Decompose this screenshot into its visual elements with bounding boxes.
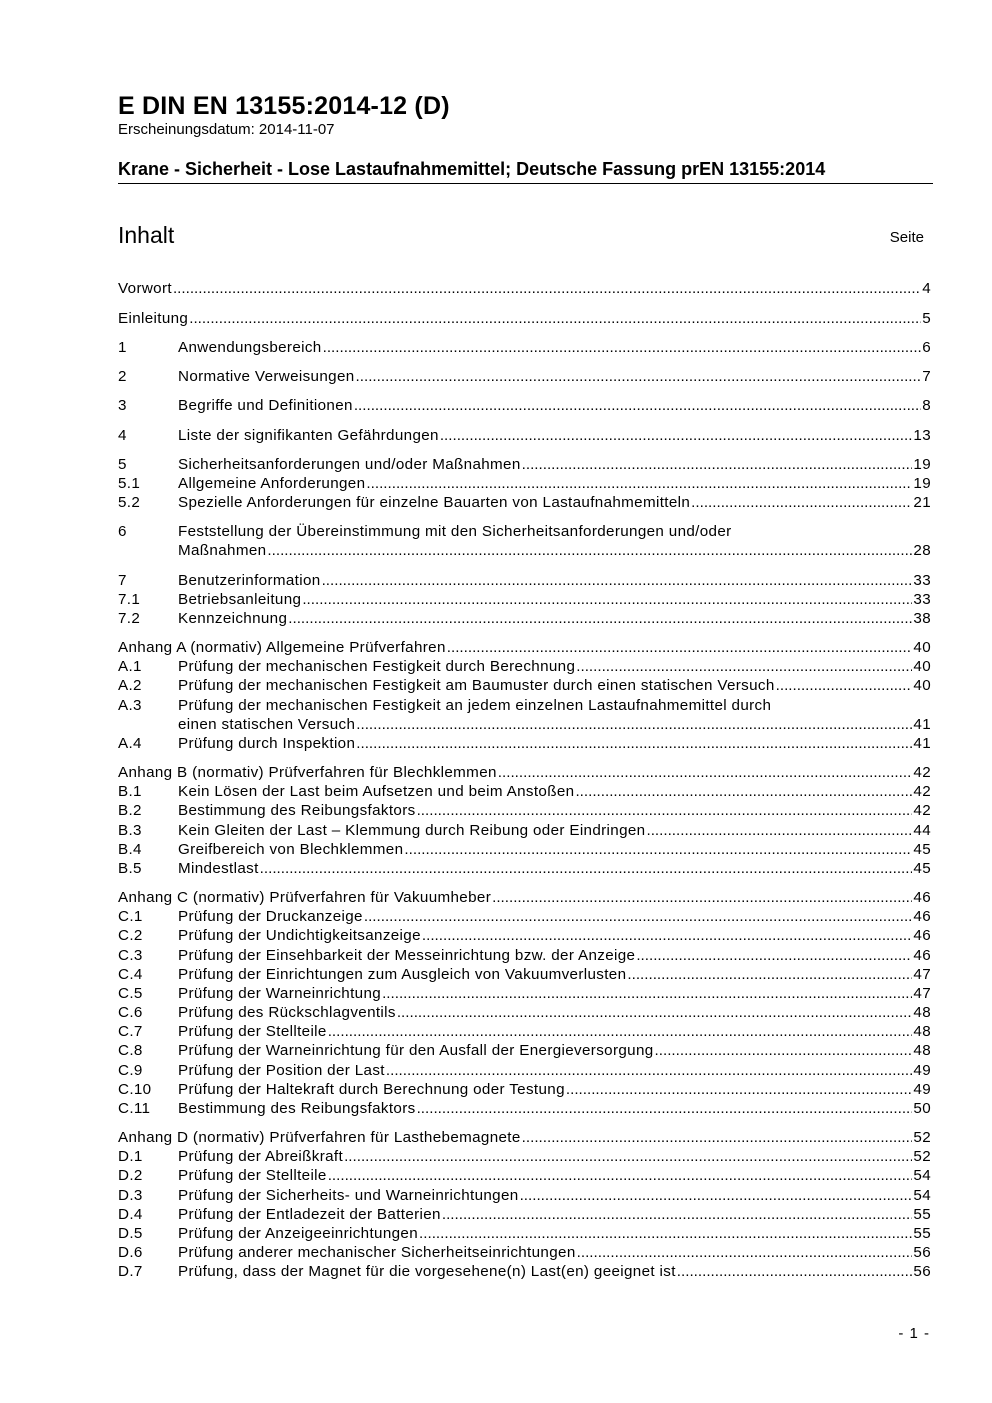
toc-leader-dots bbox=[386, 1061, 913, 1080]
toc-entry-number: C.7 bbox=[118, 1023, 143, 1040]
toc-entry-page: 21 bbox=[913, 494, 931, 511]
toc-entry-title: Bestimmung des Reibungsfaktors bbox=[178, 1100, 416, 1117]
toc-leader-dots bbox=[520, 1186, 913, 1205]
toc-entry-page: 33 bbox=[913, 591, 931, 608]
toc-entry-page: 54 bbox=[913, 1187, 931, 1204]
toc-entry[interactable] bbox=[118, 1243, 931, 1262]
toc-leader-dots bbox=[522, 1128, 913, 1147]
toc-entry[interactable] bbox=[118, 926, 931, 945]
toc-heading: Inhalt bbox=[118, 222, 175, 248]
toc-leader-dots bbox=[422, 926, 913, 945]
toc-leader-dots bbox=[498, 763, 913, 782]
toc-entry[interactable] bbox=[118, 1022, 931, 1041]
toc-entry-page: 44 bbox=[913, 822, 931, 839]
toc-entry-title: Prüfung anderer mechanischer Sicherheitseinrichtungen bbox=[178, 1244, 576, 1261]
toc-entry-number: C.3 bbox=[118, 947, 143, 964]
toc-entry-page: 13 bbox=[913, 427, 931, 444]
toc-entry-number: C.10 bbox=[118, 1081, 152, 1098]
toc-leader-dots bbox=[356, 734, 912, 753]
toc-entry-number: 5 bbox=[118, 456, 127, 473]
toc-leader-dots bbox=[577, 1243, 913, 1262]
toc-entry[interactable] bbox=[118, 1205, 931, 1224]
toc-entry-page: 6 bbox=[922, 339, 931, 356]
toc-entry-title: Greifbereich von Blechklemmen bbox=[178, 841, 404, 858]
toc-entry-page: 56 bbox=[913, 1263, 931, 1280]
toc-entry-page: 45 bbox=[913, 860, 931, 877]
toc-leader-dots bbox=[447, 638, 913, 657]
toc-leader-dots bbox=[323, 338, 922, 357]
toc-entry-title: einen statischen Versuch bbox=[178, 716, 356, 733]
toc-entry-page: 5 bbox=[922, 310, 931, 327]
toc-entry-page: 48 bbox=[913, 1042, 931, 1059]
toc-entry-page: 8 bbox=[922, 397, 931, 414]
toc-entry[interactable] bbox=[118, 715, 931, 734]
toc-entry-number: 5.1 bbox=[118, 475, 141, 492]
toc-leader-dots bbox=[322, 571, 913, 590]
toc-entry-page: 41 bbox=[913, 716, 931, 733]
toc-entry-page: 46 bbox=[913, 927, 931, 944]
toc-entry-number: C.6 bbox=[118, 1004, 143, 1021]
toc-entry-number: 5.2 bbox=[118, 494, 141, 511]
toc-entry-title: Prüfung der Position der Last bbox=[178, 1062, 385, 1079]
toc-entry-number: C.9 bbox=[118, 1062, 143, 1079]
toc-entry-title: Anhang D (normativ) Prüfverfahren für Lasthebemagnete bbox=[118, 1129, 521, 1146]
toc-entry[interactable] bbox=[118, 426, 931, 445]
toc-entry-title: Maßnahmen bbox=[178, 542, 267, 559]
toc-entry[interactable] bbox=[118, 1003, 931, 1022]
toc-entry-page: 47 bbox=[913, 966, 931, 983]
toc-entry-page: 49 bbox=[913, 1081, 931, 1098]
toc-entry-title: Normative Verweisungen bbox=[178, 368, 355, 385]
toc-entry-title: Liste der signifikanten Gefährdungen bbox=[178, 427, 439, 444]
toc-entry-title: Spezielle Anforderungen für einzelne Bauarten von Lastaufnahmemitteln bbox=[178, 494, 691, 511]
toc-entry-page: 4 bbox=[922, 280, 931, 297]
toc-leader-dots bbox=[691, 493, 912, 512]
toc-entry-page: 45 bbox=[913, 841, 931, 858]
toc-entry-title: Prüfung der mechanischen Festigkeit an jedem einzelnen Lastaufnahmemittel durch bbox=[178, 697, 772, 714]
toc-entry-number: A.3 bbox=[118, 697, 142, 714]
toc-leader-dots bbox=[655, 1041, 913, 1060]
toc-entry-page: 40 bbox=[913, 658, 931, 675]
toc-entry[interactable] bbox=[118, 590, 931, 609]
toc-entry-page: 55 bbox=[913, 1206, 931, 1223]
toc-entry-page: 46 bbox=[913, 908, 931, 925]
toc-entry[interactable] bbox=[118, 493, 931, 512]
toc-leader-dots bbox=[328, 1166, 913, 1185]
page-number: - 1 - bbox=[898, 1325, 930, 1342]
toc-leader-dots bbox=[302, 590, 912, 609]
toc-entry-page: 55 bbox=[913, 1225, 931, 1242]
toc-leader-dots bbox=[173, 279, 921, 298]
toc-entry-title: Prüfung der Warneinrichtung für den Ausfall der Energieversorgung bbox=[178, 1042, 654, 1059]
toc-entry-number: A.2 bbox=[118, 677, 142, 694]
toc-leader-dots bbox=[636, 946, 912, 965]
toc-entry[interactable] bbox=[118, 367, 931, 386]
toc-leader-dots bbox=[397, 1003, 913, 1022]
toc-leader-dots bbox=[260, 859, 913, 878]
toc-entry-title: Prüfung der mechanischen Festigkeit am Baumuster durch einen statischen Versuch bbox=[178, 677, 775, 694]
toc-entry[interactable] bbox=[118, 1080, 931, 1099]
toc-entry[interactable] bbox=[118, 522, 931, 541]
toc-entry[interactable] bbox=[118, 455, 931, 474]
toc-entry-number: 3 bbox=[118, 397, 127, 414]
toc-leader-dots bbox=[566, 1080, 913, 1099]
toc-entry-page: 42 bbox=[913, 764, 931, 781]
toc-entry-number: A.4 bbox=[118, 735, 142, 752]
toc-entry-title: Prüfung der Anzeigeeinrichtungen bbox=[178, 1225, 419, 1242]
toc-leader-dots bbox=[576, 657, 912, 676]
toc-entry-title: Prüfung der Entladezeit der Batterien bbox=[178, 1206, 441, 1223]
toc-entry-number: D.2 bbox=[118, 1167, 143, 1184]
toc-entry-number: 6 bbox=[118, 523, 127, 540]
toc-leader-dots bbox=[646, 821, 912, 840]
toc-entry-page: 38 bbox=[913, 610, 931, 627]
toc-entry-page: 48 bbox=[913, 1023, 931, 1040]
toc-entry-number: C.11 bbox=[118, 1100, 151, 1117]
toc-leader-dots bbox=[356, 715, 912, 734]
toc-entry[interactable] bbox=[118, 763, 931, 782]
toc-entry-number: 7.1 bbox=[118, 591, 141, 608]
toc-entry-number: D.1 bbox=[118, 1148, 143, 1165]
toc-leader-dots bbox=[776, 676, 913, 695]
toc-entry[interactable] bbox=[118, 1061, 931, 1080]
toc-entry[interactable] bbox=[118, 279, 931, 298]
toc-leader-dots bbox=[492, 888, 912, 907]
toc-entry-title: Prüfung der Stellteile bbox=[178, 1023, 327, 1040]
toc-entry[interactable] bbox=[118, 1166, 931, 1185]
toc-entry[interactable] bbox=[118, 676, 931, 695]
toc-leader-dots bbox=[575, 782, 912, 801]
toc-entry-page: 46 bbox=[913, 889, 931, 906]
toc-entry[interactable] bbox=[118, 801, 931, 820]
toc-entry-page: 48 bbox=[913, 1004, 931, 1021]
toc-entry-page: 50 bbox=[913, 1100, 931, 1117]
toc-entry-number: 7.2 bbox=[118, 610, 141, 627]
toc-entry-title: Prüfung der Einrichtungen zum Ausgleich von Vakuumverlusten bbox=[178, 966, 627, 983]
toc-entry-page: 46 bbox=[913, 947, 931, 964]
toc-leader-dots bbox=[627, 965, 912, 984]
toc-entry-title: Prüfung der Stellteile bbox=[178, 1167, 327, 1184]
toc-entry-title: Einleitung bbox=[118, 310, 189, 327]
toc-entry-number: B.5 bbox=[118, 860, 142, 877]
toc-entry[interactable] bbox=[118, 821, 931, 840]
toc-entry-page: 49 bbox=[913, 1062, 931, 1079]
toc-entry-page: 7 bbox=[922, 368, 931, 385]
toc-leader-dots bbox=[328, 1022, 913, 1041]
toc-entry[interactable] bbox=[118, 965, 931, 984]
toc-entry[interactable] bbox=[118, 1262, 931, 1281]
toc-entry-page: 19 bbox=[913, 456, 931, 473]
toc-entry-title: Prüfung des Rückschlagventils bbox=[178, 1004, 396, 1021]
toc-entry-page: 56 bbox=[913, 1244, 931, 1261]
toc-entry-title: Anwendungsbereich bbox=[178, 339, 322, 356]
toc-entry-number: 4 bbox=[118, 427, 127, 444]
toc-entry-page: 42 bbox=[913, 802, 931, 819]
toc-leader-dots bbox=[354, 396, 921, 415]
toc-entry-page: 28 bbox=[913, 542, 931, 559]
toc-entry-title: Allgemeine Anforderungen bbox=[178, 475, 366, 492]
toc-entry-number: C.8 bbox=[118, 1042, 143, 1059]
toc-entry-title: Feststellung der Übereinstimmung mit den Sicherheitsanforderungen und/oder bbox=[178, 523, 732, 540]
toc-entry[interactable] bbox=[118, 1186, 931, 1205]
toc-entry[interactable] bbox=[118, 1099, 931, 1118]
toc-entry-page: 42 bbox=[913, 783, 931, 800]
toc-leader-dots bbox=[522, 455, 913, 474]
toc-leader-dots bbox=[366, 474, 912, 493]
toc-entry-number: D.6 bbox=[118, 1244, 143, 1261]
toc-entry-number: D.4 bbox=[118, 1206, 143, 1223]
toc-entry-title: Bestimmung des Reibungsfaktors bbox=[178, 802, 416, 819]
toc-entry-title: Anhang B (normativ) Prüfverfahren für Blechklemmen bbox=[118, 764, 497, 781]
toc-entry[interactable] bbox=[118, 474, 931, 493]
toc-entry-title: Kein Lösen der Last beim Aufsetzen und beim Anstoßen bbox=[178, 783, 575, 800]
toc-leader-dots bbox=[417, 1099, 913, 1118]
publication-date: Erscheinungsdatum: 2014-11-07 bbox=[118, 121, 335, 138]
toc-entry-page: 52 bbox=[913, 1129, 931, 1146]
toc-entry-number: 2 bbox=[118, 368, 127, 385]
toc-entry-title: Prüfung der Einsehbarkeit der Messeinrichtung bzw. der Anzeige bbox=[178, 947, 636, 964]
toc-entry-title: Prüfung der Undichtigkeitsanzeige bbox=[178, 927, 421, 944]
toc-entry-number: B.1 bbox=[118, 783, 142, 800]
toc-entry-title: Prüfung der mechanischen Festigkeit durch Berechnung bbox=[178, 658, 576, 675]
toc-entry-number: B.2 bbox=[118, 802, 142, 819]
toc-entry-page: 52 bbox=[913, 1148, 931, 1165]
document-title: Krane - Sicherheit - Lose Lastaufnahmemittel; Deutsche Fassung prEN 13155:2014 bbox=[118, 159, 933, 184]
toc-entry[interactable] bbox=[118, 338, 931, 357]
toc-entry-title: Prüfung, dass der Magnet für die vorgesehene(n) Last(en) geeignet ist bbox=[178, 1263, 676, 1280]
toc-entry-title: Prüfung der Sicherheits- und Warneinrichtungen bbox=[178, 1187, 519, 1204]
toc-entry-number: B.3 bbox=[118, 822, 142, 839]
toc-entry-title: Prüfung der Warneinrichtung bbox=[178, 985, 382, 1002]
toc-leader-dots bbox=[267, 541, 912, 560]
toc-entry-page: 33 bbox=[913, 572, 931, 589]
toc-leader-dots bbox=[382, 984, 912, 1003]
toc-leader-dots bbox=[288, 609, 912, 628]
toc-entry-number: 7 bbox=[118, 572, 127, 589]
toc-leader-dots bbox=[417, 801, 913, 820]
toc-entry[interactable] bbox=[118, 609, 931, 628]
toc-leader-dots bbox=[344, 1147, 912, 1166]
toc-leader-dots bbox=[419, 1224, 912, 1243]
toc-entry-title: Prüfung der Druckanzeige bbox=[178, 908, 363, 925]
toc-entry-title: Vorwort bbox=[118, 280, 172, 297]
toc-entry[interactable] bbox=[118, 1224, 931, 1243]
toc-entry[interactable] bbox=[118, 907, 931, 926]
toc-entry[interactable] bbox=[118, 782, 931, 801]
toc-entry-page: 41 bbox=[913, 735, 931, 752]
toc-entry-title: Sicherheitsanforderungen und/oder Maßnahmen bbox=[178, 456, 521, 473]
toc-leader-dots bbox=[364, 907, 913, 926]
toc-entry-title: Anhang C (normativ) Prüfverfahren für Vakuumheber bbox=[118, 889, 492, 906]
toc-entry[interactable] bbox=[118, 657, 931, 676]
toc-entry-title: Kein Gleiten der Last – Klemmung durch Reibung oder Eindringen bbox=[178, 822, 646, 839]
toc-leader-dots bbox=[440, 426, 913, 445]
toc-entry-number: C.1 bbox=[118, 908, 143, 925]
toc-entry-number: D.5 bbox=[118, 1225, 143, 1242]
toc-entry-number: D.7 bbox=[118, 1263, 143, 1280]
toc-entry-page: 54 bbox=[913, 1167, 931, 1184]
toc-entry-page: 40 bbox=[913, 639, 931, 656]
toc-entry-number: A.1 bbox=[118, 658, 142, 675]
document-id: E DIN EN 13155:2014-12 (D) bbox=[118, 92, 450, 120]
toc-entry[interactable] bbox=[118, 638, 931, 657]
toc-leader-dots bbox=[356, 367, 922, 386]
toc-entry-page: 19 bbox=[913, 475, 931, 492]
toc-entry-number: B.4 bbox=[118, 841, 142, 858]
toc-entry[interactable] bbox=[118, 1128, 931, 1147]
toc-entry[interactable] bbox=[118, 859, 931, 878]
toc-entry-title: Begriffe und Definitionen bbox=[178, 397, 353, 414]
toc-entry-page: 40 bbox=[913, 677, 931, 694]
toc-entry-title: Prüfung der Abreißkraft bbox=[178, 1148, 344, 1165]
toc-page-column-label: Seite bbox=[889, 229, 924, 246]
toc-leader-dots bbox=[442, 1205, 913, 1224]
toc-entry[interactable] bbox=[118, 840, 931, 859]
toc-entry-page: 47 bbox=[913, 985, 931, 1002]
toc-entry-number: 1 bbox=[118, 339, 127, 356]
toc-entry-title: Prüfung durch Inspektion bbox=[178, 735, 356, 752]
toc-entry-number: C.5 bbox=[118, 985, 143, 1002]
toc-entry[interactable] bbox=[118, 1041, 931, 1060]
toc-entry[interactable] bbox=[118, 309, 931, 328]
toc-entry[interactable] bbox=[118, 571, 931, 590]
toc-entry[interactable] bbox=[118, 396, 931, 415]
toc-leader-dots bbox=[677, 1262, 913, 1281]
toc-entry-title: Benutzerinformation bbox=[178, 572, 321, 589]
toc-entry[interactable] bbox=[118, 1147, 931, 1166]
toc-entry[interactable] bbox=[118, 696, 931, 715]
toc-entry-title: Kennzeichnung bbox=[178, 610, 288, 627]
toc-entry[interactable] bbox=[118, 734, 931, 753]
toc-entry-number: D.3 bbox=[118, 1187, 143, 1204]
toc-entry-number: C.4 bbox=[118, 966, 143, 983]
toc-entry-title: Prüfung der Haltekraft durch Berechnung oder Testung bbox=[178, 1081, 565, 1098]
toc-entry-title: Mindestlast bbox=[178, 860, 259, 877]
toc-entry-title: Betriebsanleitung bbox=[178, 591, 302, 608]
toc-entry[interactable] bbox=[118, 888, 931, 907]
toc-entry[interactable] bbox=[118, 946, 931, 965]
toc-leader-dots bbox=[189, 309, 921, 328]
toc-entry-title: Anhang A (normativ) Allgemeine Prüfverfahren bbox=[118, 639, 446, 656]
toc-entry[interactable] bbox=[118, 541, 931, 560]
toc-entry-number: C.2 bbox=[118, 927, 143, 944]
toc-entry[interactable] bbox=[118, 984, 931, 1003]
toc-leader-dots bbox=[404, 840, 912, 859]
